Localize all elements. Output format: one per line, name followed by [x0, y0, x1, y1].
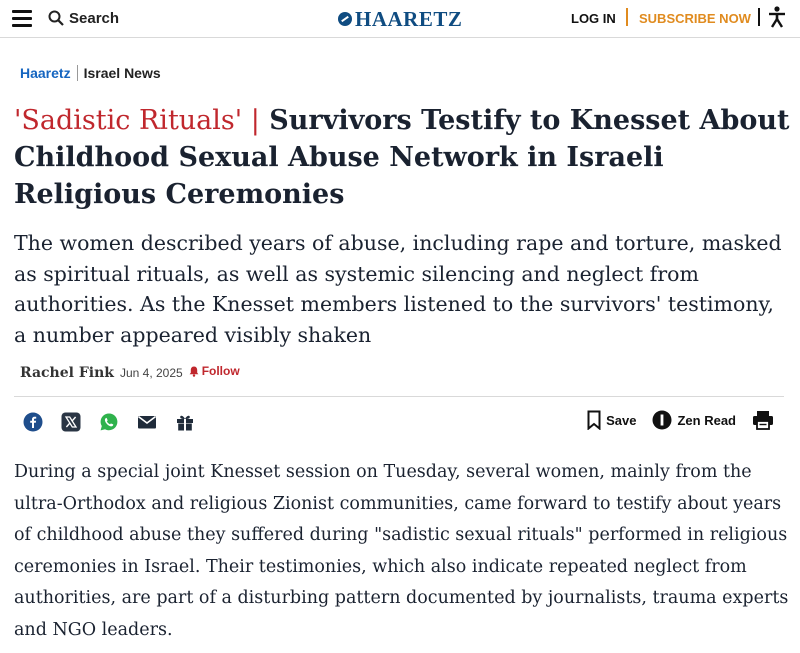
- haaretz-logo[interactable]: [338, 6, 462, 32]
- breadcrumb-home[interactable]: Haaretz: [20, 65, 71, 81]
- follow-button[interactable]: [189, 364, 240, 378]
- byline: [20, 364, 240, 381]
- header-divider: [758, 8, 760, 26]
- accessibility-icon[interactable]: [768, 6, 786, 28]
- email-icon[interactable]: [136, 411, 158, 433]
- headline-text: Survivors Testify to Knesset About Childhood Sexual Abuse Network in Israeli Religious Ceremonies: [14, 105, 790, 210]
- logo-mark-icon: [338, 12, 352, 26]
- follow-label: Follow: [201, 364, 240, 378]
- search-icon: [48, 10, 64, 26]
- bookmark-icon: [587, 410, 601, 430]
- breadcrumb-section[interactable]: Israel News: [83, 65, 161, 81]
- whatsapp-icon[interactable]: [98, 411, 120, 433]
- save-button[interactable]: [587, 410, 636, 430]
- publish-date: Jun 4, 2025: [119, 365, 183, 380]
- article-tools: [587, 410, 774, 430]
- breadcrumb-divider: [77, 65, 78, 81]
- login-link[interactable]: LOG IN: [571, 11, 616, 26]
- search-label: Search: [69, 9, 120, 27]
- zen-read-icon: [652, 410, 672, 430]
- share-bar: [22, 411, 196, 433]
- breadcrumb: [20, 65, 161, 81]
- logo-text: HAARETZ: [355, 6, 463, 31]
- menu-icon[interactable]: [12, 10, 32, 26]
- facebook-icon[interactable]: [22, 411, 44, 433]
- zen-read-button[interactable]: [652, 410, 736, 430]
- save-label: Save: [606, 412, 637, 428]
- bell-icon: [189, 366, 199, 377]
- article-subheadline: The women described years of abuse, including rape and torture, masked as spiritual rituals, as well as systemic silencing and neglect from authorities. As the Knesset members listened to the survivors' testimony, a number appeared visibly shaken: [14, 231, 782, 347]
- divider: [14, 396, 784, 397]
- zen-read-label: Zen Read: [677, 412, 736, 428]
- headline-kicker: 'Sadistic Rituals' |: [14, 105, 260, 136]
- author-name[interactable]: Rachel Fink: [20, 364, 114, 381]
- article-headline: [14, 102, 794, 213]
- x-icon[interactable]: [60, 411, 82, 433]
- print-icon: [752, 410, 774, 430]
- search-button[interactable]: [48, 8, 119, 28]
- article-body: During a special joint Knesset session on Tuesday, several women, mainly from the ultra-Orthodox and religious Zionist communities, came forward to testify about years of childhood abuse they suffered during "sadistic sexual rituals" performed in religious ceremonies in Israel. Their testimonies, which also indicate repeated neglect from authorities, are part of a disturbing pattern documented by journalists, trauma experts and NGO leaders.: [14, 462, 789, 640]
- subscribe-link[interactable]: SUBSCRIBE NOW: [639, 11, 751, 26]
- header-divider: [626, 8, 628, 26]
- gift-icon[interactable]: [174, 411, 196, 433]
- site-header: [0, 0, 800, 38]
- print-button[interactable]: [752, 410, 774, 430]
